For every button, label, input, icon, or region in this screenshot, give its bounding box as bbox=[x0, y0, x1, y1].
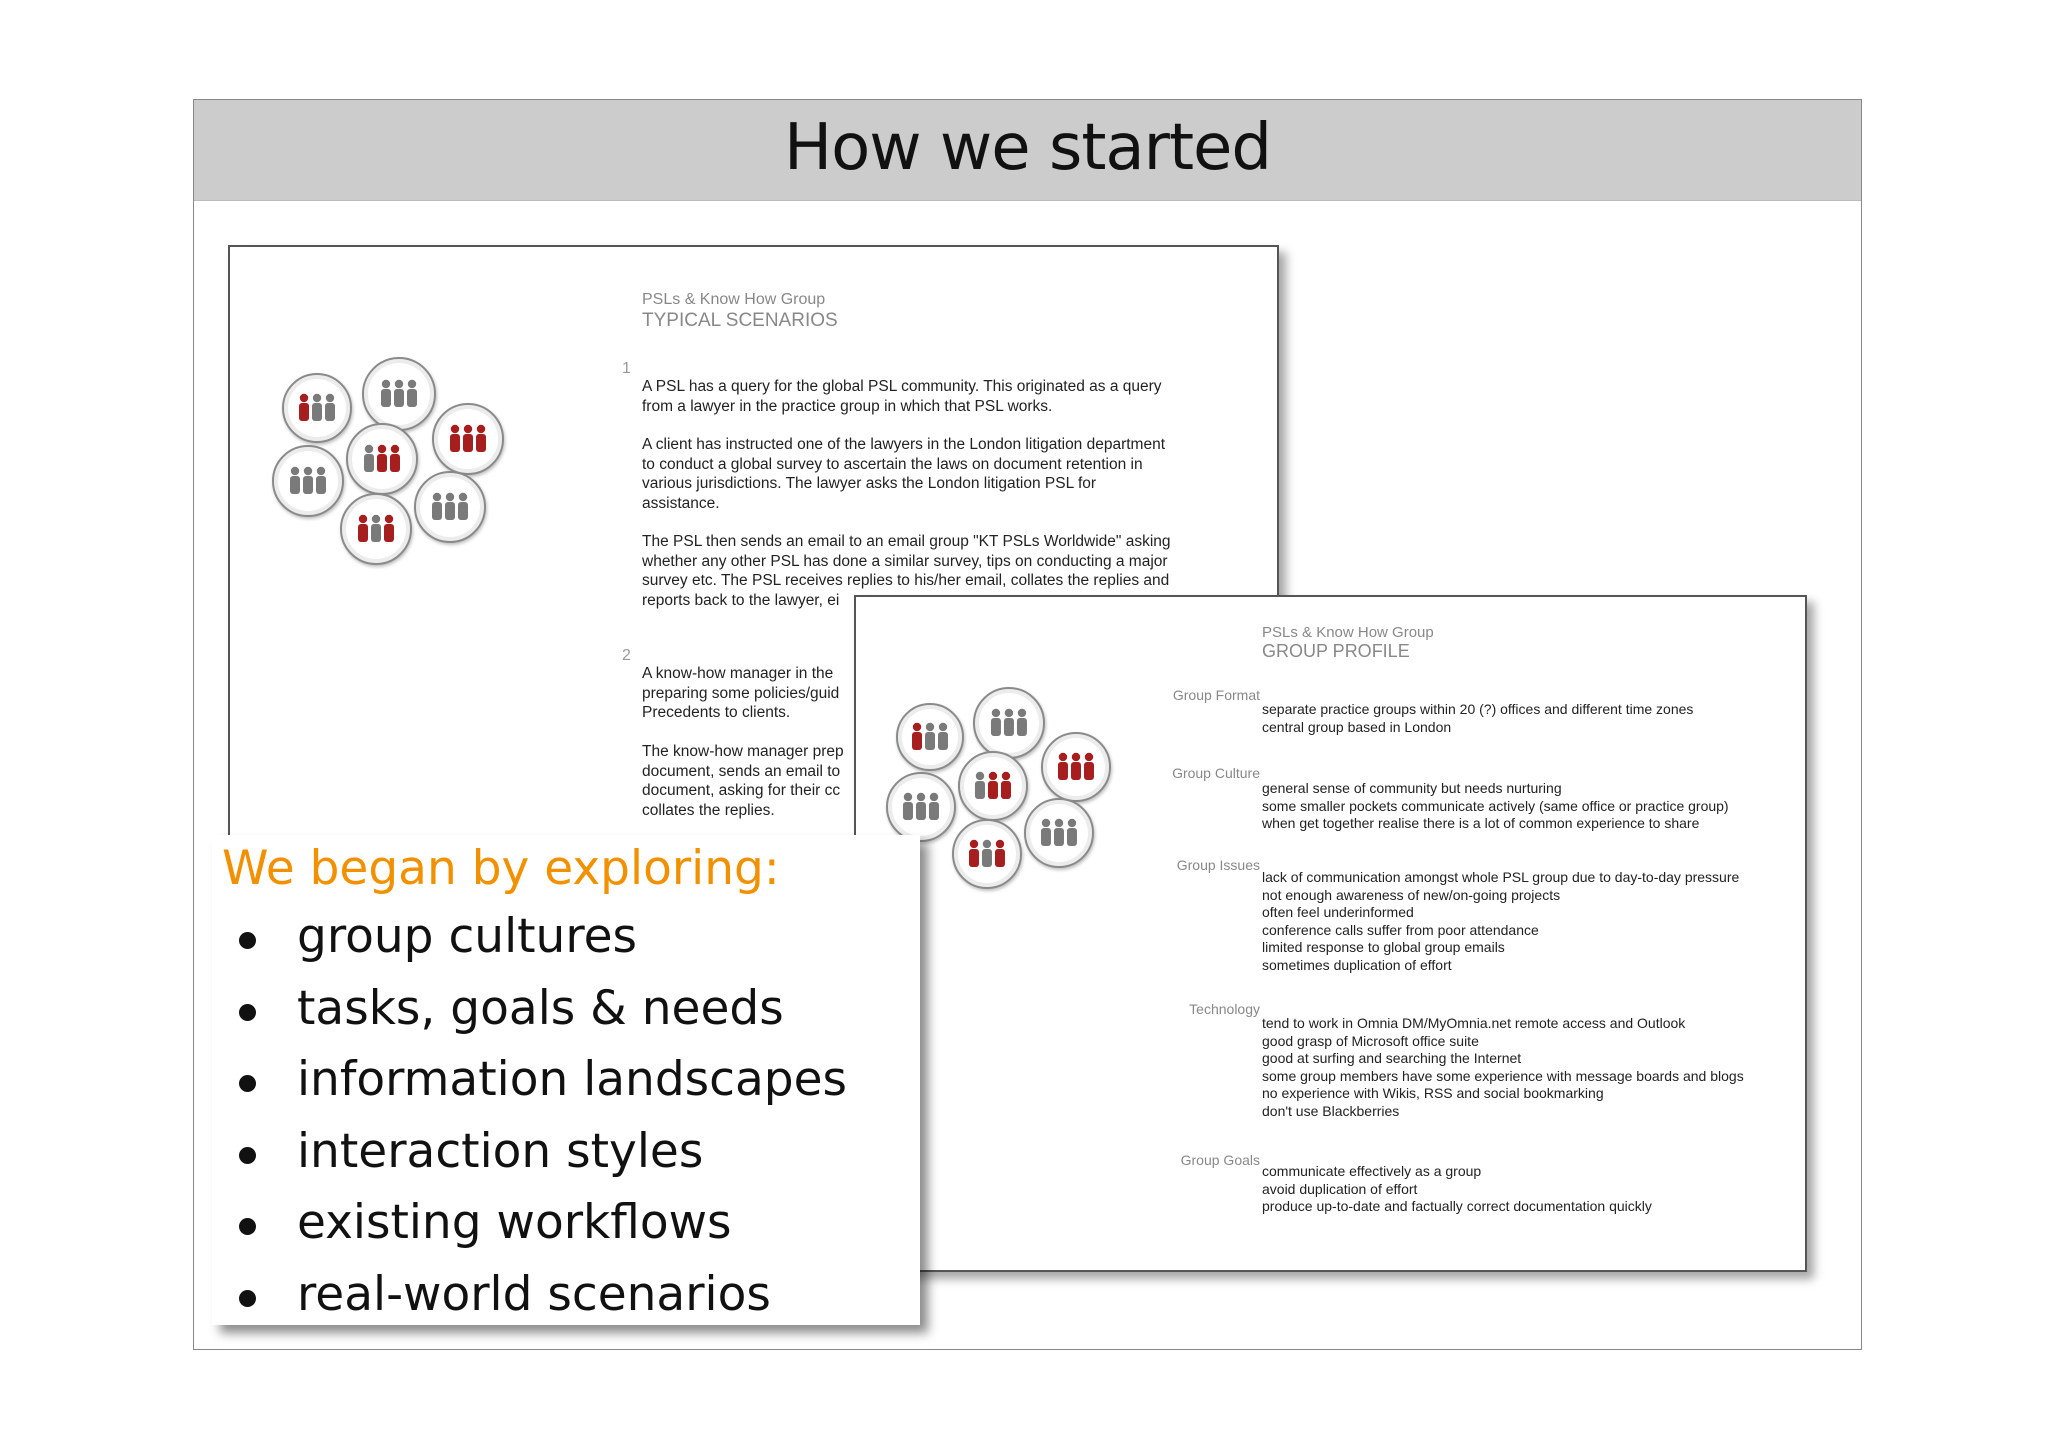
paragraph-line: collates the replies. bbox=[642, 801, 775, 819]
people-groups-illustration bbox=[886, 687, 1126, 887]
profile-line: communicate effectively as a group bbox=[1262, 1163, 1482, 1179]
profile-line: avoid duplication of effort bbox=[1262, 1180, 1418, 1197]
people-group-icon bbox=[1041, 732, 1111, 802]
profile-line: don't use Blackberries bbox=[1262, 1102, 1400, 1119]
bullet-text: information landscapes bbox=[297, 1052, 848, 1107]
profile-section-label: Group Goals bbox=[1180, 1152, 1260, 1168]
profile-line: good at surfing and searching the Internet bbox=[1262, 1050, 1522, 1067]
profile-section-text bbox=[1262, 1015, 1744, 1121]
slide-title: How we started bbox=[783, 111, 1272, 185]
profile-line: separate practice groups within 20 (?) offices and different time zones bbox=[1262, 701, 1694, 717]
paragraph-line: document, sends an email to bbox=[642, 762, 841, 780]
paragraph-line: assistance. bbox=[642, 494, 720, 512]
paragraph-line: survey etc. The PSL receives replies to his/her email, collates the replies and bbox=[642, 572, 1170, 590]
profile-section-label: Technology bbox=[1189, 1001, 1260, 1017]
paragraph-line: to conduct a global survey to ascertain the laws on document retention in bbox=[642, 455, 1143, 473]
people-group-icon bbox=[952, 819, 1022, 889]
profile-doc-header-title: GROUP PROFILE bbox=[1262, 641, 1410, 661]
people-group-icon bbox=[886, 772, 956, 842]
bullet-dot-icon bbox=[239, 1075, 256, 1092]
exploration-callout bbox=[212, 835, 920, 1325]
bullet-dot-icon bbox=[239, 1218, 256, 1235]
profile-line: not enough awareness of new/on-going projects bbox=[1262, 886, 1561, 903]
profile-line: often feel underinformed bbox=[1262, 904, 1414, 921]
profile-section-label: Group Issues bbox=[1176, 857, 1260, 873]
scenarios-doc-header-title: TYPICAL SCENARIOS bbox=[642, 310, 838, 331]
people-group-icon bbox=[1024, 798, 1094, 868]
scenario-2-number: 2 bbox=[622, 647, 631, 664]
profile-line: limited response to global group emails bbox=[1262, 939, 1505, 956]
paragraph-line: reports back to the lawyer, ei bbox=[642, 591, 840, 609]
bullet-dot-icon bbox=[239, 1290, 256, 1307]
paragraph-line: various jurisdictions. The lawyer asks the London litigation PSL for bbox=[642, 475, 1097, 493]
people-group-icon bbox=[414, 471, 486, 543]
bullet-text: group cultures bbox=[297, 909, 638, 964]
people-group-icon bbox=[362, 357, 436, 431]
paragraph-line: whether any other PSL has done a similar survey, tips on conducting a major bbox=[642, 552, 1168, 570]
profile-section-text bbox=[1262, 1163, 1652, 1216]
bullet-text: existing workflows bbox=[297, 1195, 732, 1250]
profile-line: tend to work in Omnia DM/MyOmnia.net remote access and Outlook bbox=[1262, 1015, 1686, 1031]
callout-heading: We began by exploring: bbox=[222, 841, 780, 896]
profile-section-text bbox=[1262, 869, 1739, 975]
people-group-icon bbox=[432, 403, 504, 475]
people-group-icon bbox=[973, 687, 1045, 759]
profile-line: good grasp of Microsoft office suite bbox=[1262, 1032, 1479, 1049]
bullet-dot-icon bbox=[239, 932, 256, 949]
profile-line: sometimes duplication of effort bbox=[1262, 956, 1452, 973]
paragraph-line: preparing some policies/guid bbox=[642, 684, 840, 702]
paragraph-line: The know-how manager prep bbox=[642, 743, 844, 760]
profile-line: lack of communication amongst whole PSL group due to day-to-day pressure bbox=[1262, 869, 1740, 885]
bullet-text: tasks, goals & needs bbox=[297, 980, 784, 1036]
profile-line: central group based in London bbox=[1262, 718, 1452, 735]
scenario-2-paragraph bbox=[642, 664, 839, 723]
paragraph-line: document, asking for their cc bbox=[642, 782, 841, 800]
paragraph-line: A client has instructed one of the lawyers in the London litigation department bbox=[642, 436, 1166, 453]
paragraph-line: from a lawyer in the practice group in which that PSL works. bbox=[642, 397, 1053, 415]
title-bar bbox=[194, 100, 1861, 201]
profile-section-label: Group Format bbox=[1172, 687, 1260, 703]
bullet-dot-icon bbox=[239, 1004, 256, 1021]
profile-line: produce up-to-date and factually correct documentation quickly bbox=[1262, 1198, 1652, 1215]
paragraph-line: A PSL has a query for the global PSL community. This originated as a query bbox=[642, 378, 1162, 395]
people-group-icon bbox=[958, 751, 1028, 821]
profile-line: general sense of community but needs nurturing bbox=[1262, 780, 1562, 796]
profile-line: some group members have some experience with message boards and blogs bbox=[1262, 1067, 1744, 1084]
profile-section-text bbox=[1262, 701, 1693, 736]
scenarios-doc-header-small: PSLs & Know How Group bbox=[642, 291, 826, 308]
paragraph-line: A know-how manager in the bbox=[642, 665, 834, 682]
profile-line: some smaller pockets communicate actively (same office or practice group) bbox=[1262, 797, 1729, 814]
people-group-icon bbox=[340, 493, 412, 565]
profile-doc-header-small: PSLs & Know How Group bbox=[1262, 624, 1434, 641]
paragraph-line: Precedents to clients. bbox=[642, 704, 791, 722]
people-group-icon bbox=[346, 423, 418, 495]
bullet-dot-icon bbox=[239, 1147, 256, 1164]
people-group-icon bbox=[282, 373, 352, 443]
profile-line: conference calls suffer from poor attendance bbox=[1262, 921, 1539, 938]
profile-section-text bbox=[1262, 780, 1729, 833]
bullet-text: real-world scenarios bbox=[297, 1266, 771, 1322]
scenario-1-paragraph bbox=[642, 435, 1165, 513]
profile-line: no experience with Wikis, RSS and social bookmarking bbox=[1262, 1085, 1604, 1102]
bullet-text: interaction styles bbox=[297, 1123, 704, 1179]
paragraph-line: The PSL then sends an email to an email group "KT PSLs Worldwide" asking bbox=[642, 533, 1171, 550]
people-group-icon bbox=[272, 445, 344, 517]
group-profile-document bbox=[854, 595, 1807, 1272]
scenario-1-paragraph bbox=[642, 377, 1162, 416]
scenario-1-number: 1 bbox=[622, 360, 631, 377]
people-group-icon bbox=[896, 703, 964, 771]
scenario-2-paragraph bbox=[642, 742, 844, 820]
people-groups-illustration bbox=[272, 357, 512, 557]
profile-section-label: Group Culture bbox=[1172, 765, 1260, 781]
profile-line: when get together realise there is a lot of common experience to share bbox=[1262, 815, 1700, 832]
